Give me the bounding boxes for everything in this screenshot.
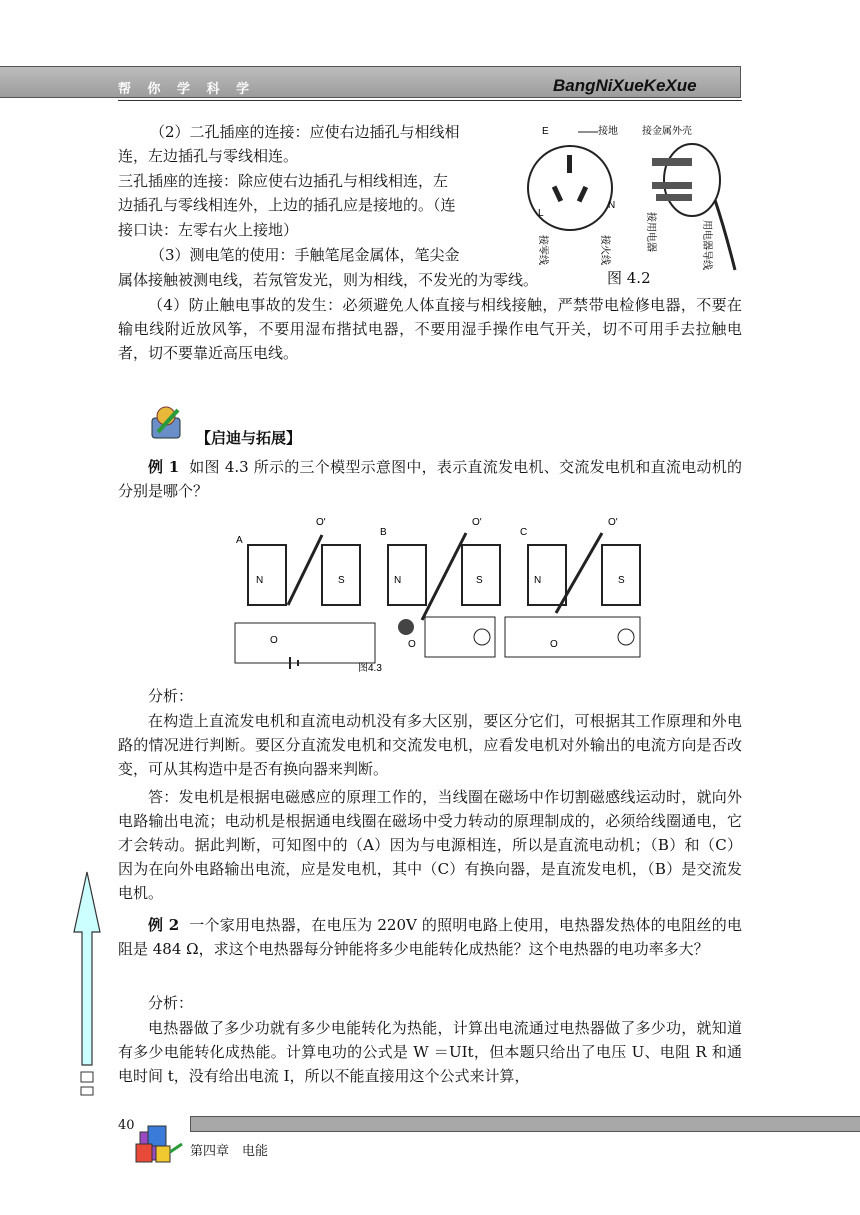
p4: （4）防止触电事故的发生：必须避免人体直接与相线接触，严禁带电检修电器，不要在输电线附近放风筝，不要用湿布揩拭电器，不要用湿手操作电气开关，切不可用手去拉触电者，切不要靠近高压电线。 bbox=[118, 296, 742, 362]
model-b-O-prime: O' bbox=[472, 517, 482, 528]
label-zero-line: 接零线 bbox=[537, 235, 548, 265]
model-a-O-prime: O' bbox=[316, 517, 326, 528]
model-c bbox=[505, 517, 640, 657]
example-1-text: 如图 4.3 所示的三个模型示意图中，表示直流发电机、交流发电机和直流电动机的分别是哪个？ bbox=[118, 458, 742, 500]
label-fire-line: 接火线 bbox=[599, 235, 610, 265]
header-right-text: BangNiXueKeXue bbox=[553, 76, 697, 95]
back-to-top-arrow[interactable] bbox=[72, 870, 102, 1100]
analysis-2-text: 电热器做了多少功就有多少电能转化为热能，计算出电流通过电热器做了多少功，就知道有多少电能转化成热能。计算电功的公式是 W ＝UIt，但本题只给出了电压 U、电阻 R 和通电时间 t，没有给出电流 I，所以不能直接用这个公式来计算， bbox=[118, 1019, 742, 1085]
model-c-N: N bbox=[534, 575, 542, 586]
page-number: 40 bbox=[118, 1118, 135, 1133]
model-b bbox=[380, 517, 500, 657]
label-cord: 用电器导线 bbox=[701, 220, 712, 270]
p2-line3: 接口诀：左零右火上接地） bbox=[118, 221, 299, 239]
model-b-S: S bbox=[476, 575, 483, 586]
analysis-1-text: 在构造上直流发电机和直流电动机没有多大区别，要区分它们，可根据其工作原理和外电路的情况进行判断。要区分直流发电机和交流发电机，应看发电机对外输出的电流方向是否改变，可从其构造中是否有换向器来判断。 bbox=[118, 712, 742, 778]
answer-1-text: 答：发电机是根据电磁感应的原理工作的，当线圈在磁场中作切割磁感线运动时，就向外电路输出电流；电动机是根据通电线圈在磁场中受力转动的原理制成的，必须给线圈通电，它才会转动。据此判断，可知图中的（A）因为与电源相连，所以是直流电动机；（B）和（C）因为在向外电路输出电流，应是发电机，其中（C）有换向器，是直流发电机，（B）是交流发电机。 bbox=[118, 788, 742, 902]
label-L: L bbox=[538, 208, 544, 219]
model-b-N: N bbox=[394, 575, 402, 586]
model-b-O: O bbox=[408, 639, 416, 650]
analysis-2-label: 分析： bbox=[148, 994, 194, 1012]
header-rule bbox=[118, 100, 742, 101]
chapter-icon bbox=[134, 1122, 186, 1168]
example-2 bbox=[118, 913, 742, 961]
label-N: N bbox=[608, 200, 616, 211]
model-c-O: O bbox=[550, 639, 558, 650]
analysis-1-label: 分析： bbox=[148, 687, 194, 705]
model-c-label: C bbox=[520, 527, 528, 538]
model-a-N: N bbox=[256, 575, 264, 586]
figure-4-2-caption: 图 4.2 bbox=[607, 269, 651, 287]
example-1-label: 例 1 bbox=[148, 458, 180, 476]
model-a-O: O bbox=[270, 635, 278, 646]
example-2-text: 一个家用电热器，在电压为 220V 的照明电路上使用，电热器发热体的电阻丝的电阻是 484 Ω，求这个电热器每分钟能将多少电能转化成热能？这个电热器的电功率多大？ bbox=[118, 916, 742, 958]
label-appliance: 接用电器 bbox=[645, 212, 656, 252]
p2-line1: 三孔插座的连接：除应使右边插孔与相线相连，左 bbox=[118, 172, 449, 190]
model-c-S: S bbox=[618, 575, 625, 586]
header-left-text: 帮 你 学 科 学 bbox=[118, 82, 256, 97]
section-title: 【启迪与拓展】 bbox=[196, 429, 302, 447]
section-icon bbox=[148, 404, 188, 442]
chapter-title: 第四章 电能 bbox=[190, 1144, 269, 1159]
model-a bbox=[235, 517, 375, 669]
label-ground: 接地 bbox=[598, 126, 618, 137]
figure-4-3-motor-models bbox=[230, 505, 650, 675]
p2-line2: 边插孔与零线相连外，上边的插孔应是接地的。（连 bbox=[118, 196, 456, 214]
figure-4-3-caption: 图4.3 bbox=[358, 663, 382, 674]
p1-line2: 连，左边插孔与零线相连。 bbox=[118, 147, 299, 165]
model-a-label: A bbox=[236, 535, 243, 546]
example-2-label: 例 2 bbox=[148, 916, 180, 934]
p3-line2: 属体接触被测电线，若氖管发光，则为相线，不发光的为零线。 bbox=[118, 271, 539, 289]
model-b-label: B bbox=[380, 527, 387, 538]
p3-line1: （3）测电笔的使用：手触笔尾金属体，笔尖金 bbox=[150, 246, 460, 264]
figure-4-2-socket-diagram bbox=[520, 120, 740, 280]
footer-bar bbox=[190, 1116, 860, 1132]
model-c-O-prime: O' bbox=[608, 517, 618, 528]
label-E: E bbox=[542, 126, 549, 137]
model-a-S: S bbox=[338, 575, 345, 586]
example-1 bbox=[118, 455, 742, 503]
p1-line1: （2）二孔插座的连接：应使右边插孔与相线相 bbox=[150, 123, 460, 141]
label-metal-shell: 接金属外壳 bbox=[642, 126, 692, 137]
